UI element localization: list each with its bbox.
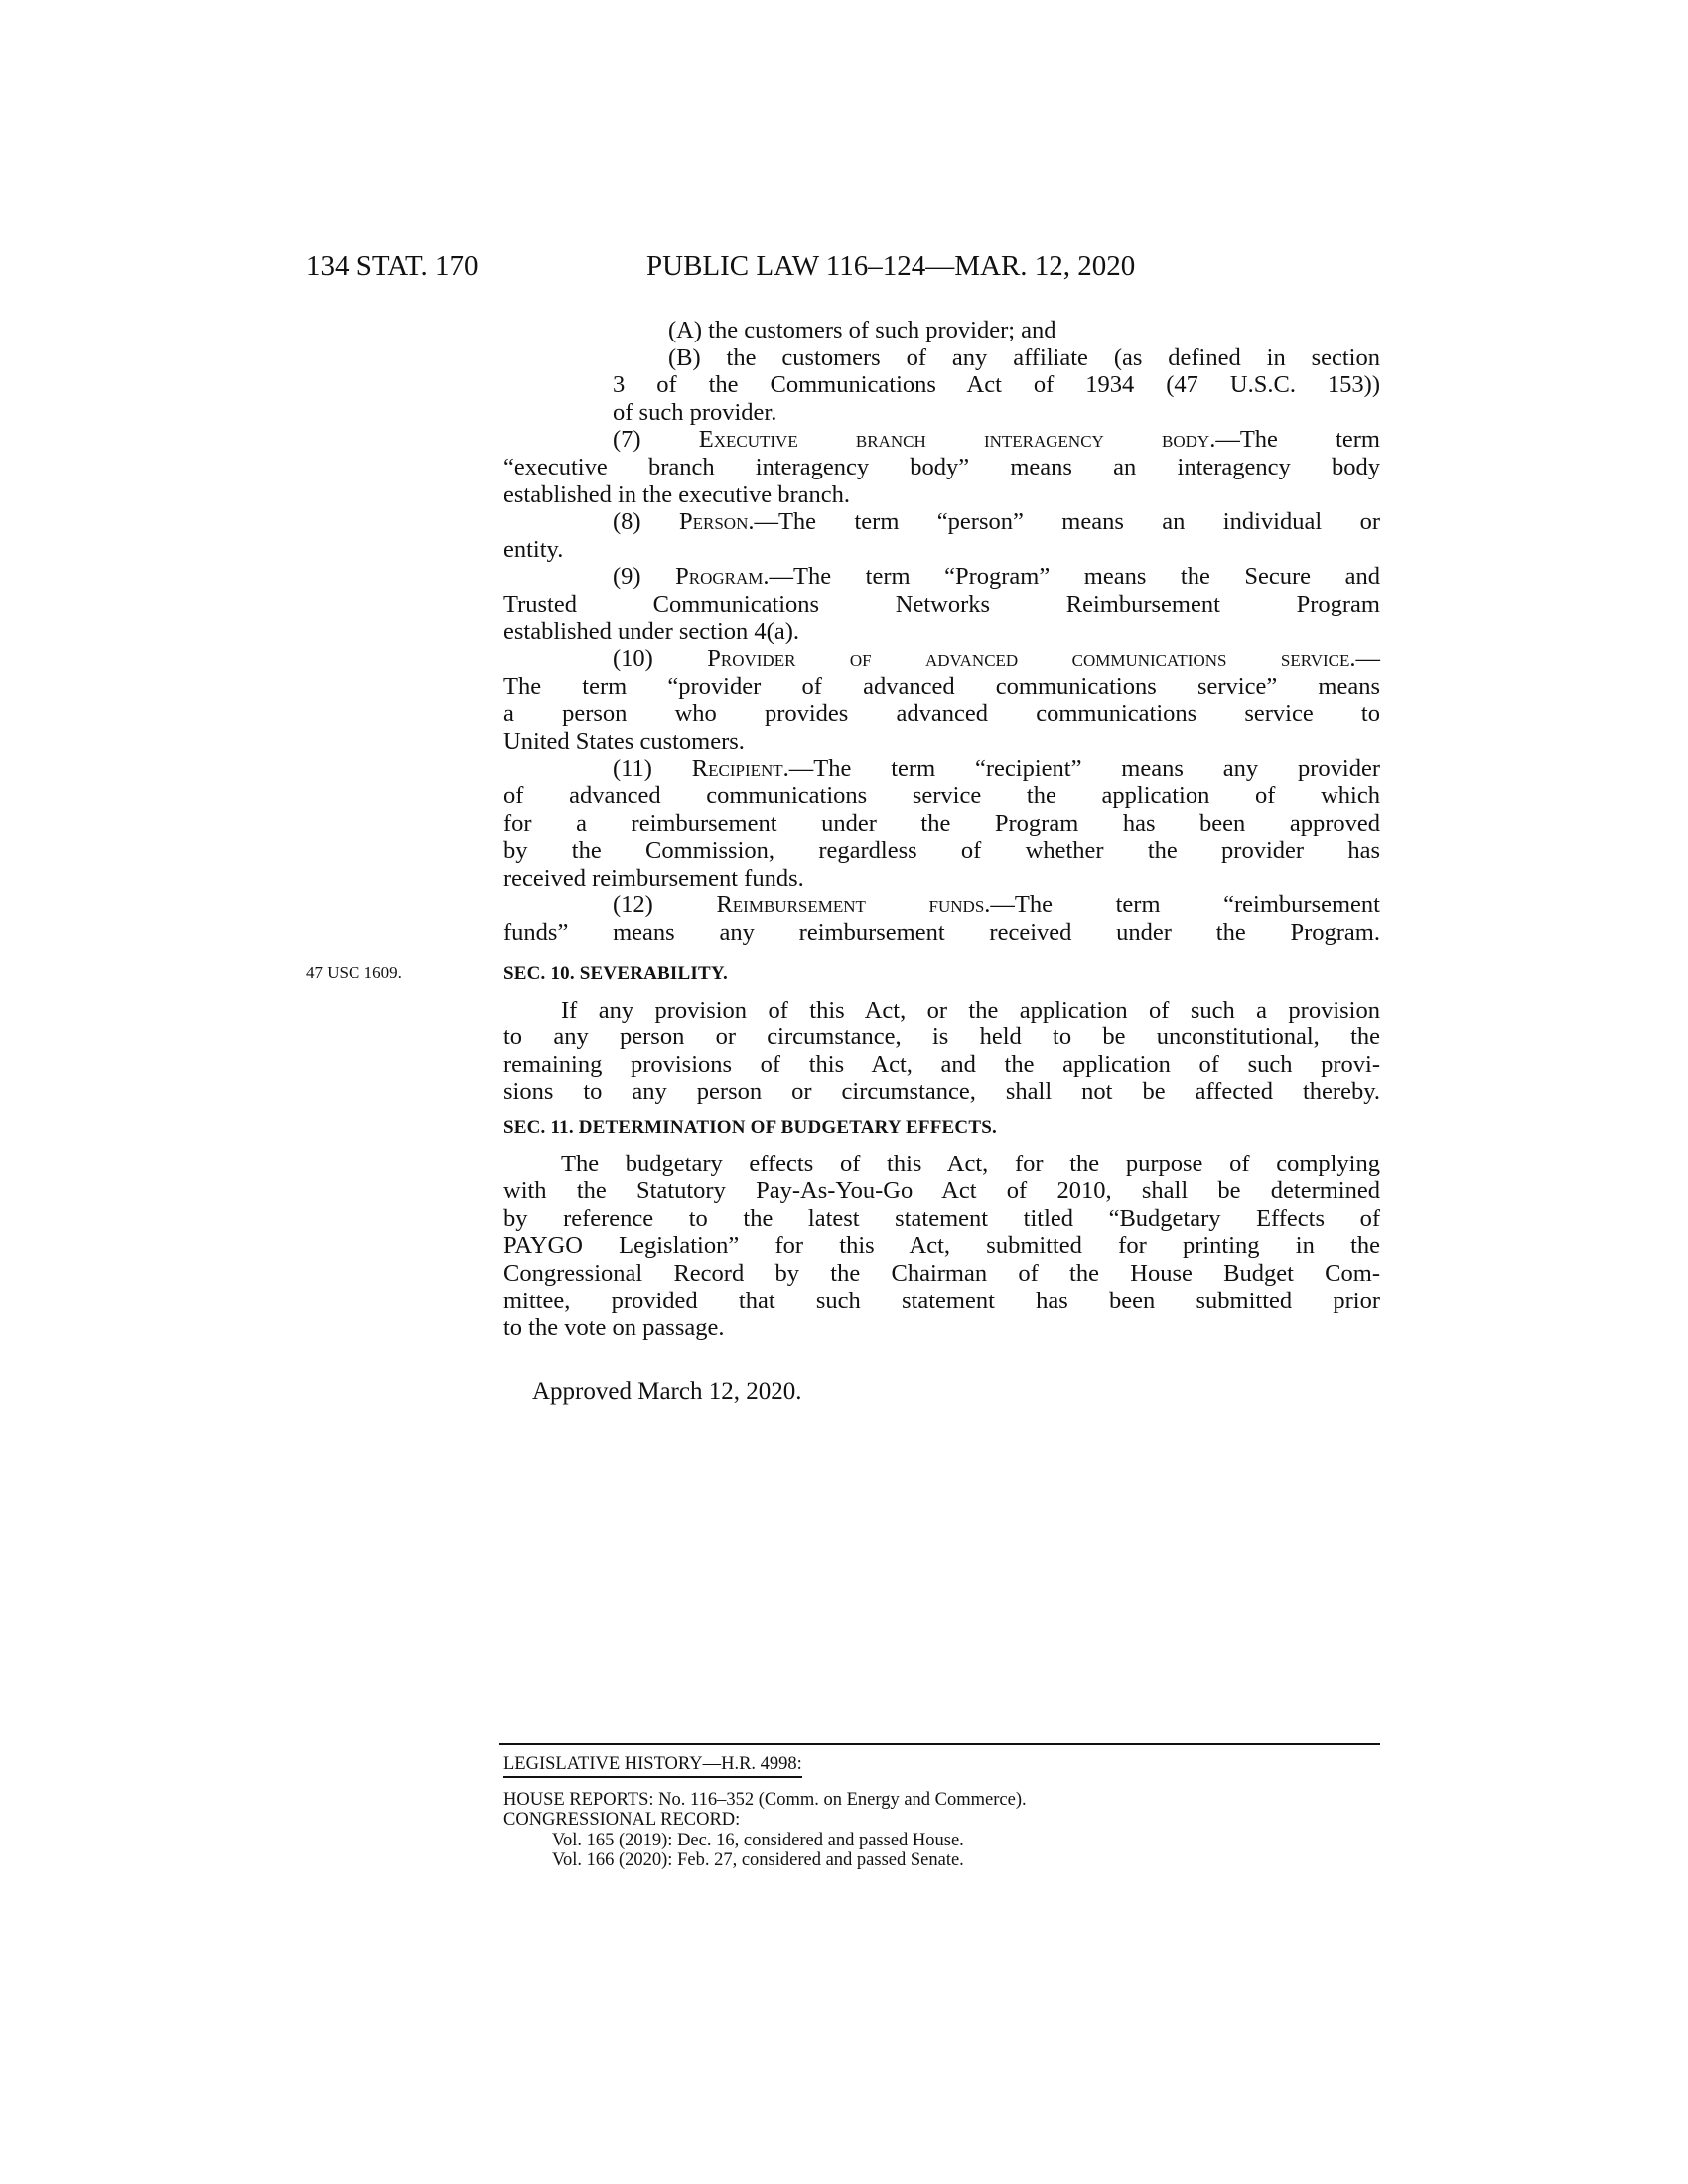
paragraph-line: The budgetary effects of this Act, for the purpose of complying xyxy=(561,1150,1380,1177)
definition-line xyxy=(503,563,1380,591)
line-text: of advanced communications service the application of which xyxy=(503,782,1380,810)
definition-line xyxy=(503,673,1380,701)
house-reports: HOUSE REPORTS: No. 116–352 (Comm. on Energy and Commerce). xyxy=(503,1790,1027,1810)
definitions-block xyxy=(503,317,1380,947)
definition-line xyxy=(503,891,1380,919)
paragraph-line: by reference to the latest statement titled “Budgetary Effects of xyxy=(503,1204,1380,1232)
footnote-rule xyxy=(499,1743,1380,1745)
page-reference: 134 STAT. 170 xyxy=(306,250,479,282)
definition-line xyxy=(503,591,1380,618)
defined-term: Reimbursement funds xyxy=(716,891,985,919)
section-11-heading: SEC. 11. DETERMINATION OF BUDGETARY EFFECTS. xyxy=(503,1117,997,1138)
definition-line xyxy=(503,837,1380,865)
line-text: by the Commission, regardless of whether the provider has xyxy=(503,837,1380,865)
line-text: “executive branch interagency body” means an interagency body xyxy=(503,453,1380,480)
definition-line xyxy=(503,426,1380,454)
definition-line xyxy=(503,919,1380,947)
line-text: for a reimbursement under the Program has been approved xyxy=(503,809,1380,837)
section-10 xyxy=(503,960,1380,1106)
paragraph-line: mittee, provided that such statement has been submitted prior xyxy=(503,1287,1380,1314)
line-text: United States customers. xyxy=(503,727,745,754)
definition-line xyxy=(503,481,1380,509)
paragraph-line: sions to any person or circumstance, shall not be affected thereby. xyxy=(503,1078,1380,1106)
definition-line xyxy=(503,700,1380,728)
paragraph-line: to the vote on passage. xyxy=(503,1314,725,1342)
definition-line xyxy=(503,536,1380,564)
definition-line xyxy=(503,755,1380,783)
line-text: a person who provides advanced communications service to xyxy=(503,700,1380,728)
page-title: PUBLIC LAW 116–124—MAR. 12, 2020 xyxy=(646,250,1136,282)
definition-line xyxy=(503,371,1380,399)
line-text: (9) xyxy=(613,563,676,591)
line-text: 3 of the Communications Act of 1934 (47 U.S.C. 153)) xyxy=(613,371,1380,399)
line-text: .—The term “person” means an individual or xyxy=(748,508,1380,536)
line-text: (7) xyxy=(613,426,699,454)
definition-line xyxy=(503,728,1380,755)
line-text: (B) the customers of any affiliate (as defined in section xyxy=(668,343,1380,371)
record-entry: Vol. 166 (2020): Feb. 27, considered and passed Senate. xyxy=(552,1850,964,1870)
line-text: received reimbursement funds. xyxy=(503,864,804,891)
line-text: .—The term “recipient” means any provider xyxy=(782,754,1380,782)
paragraph-line: with the Statutory Pay-As-You-Go Act of 2010, shall be determined xyxy=(503,1177,1380,1205)
line-text: entity. xyxy=(503,535,564,563)
defined-term: Program xyxy=(675,563,764,591)
definition-line xyxy=(503,782,1380,810)
congressional-record-label: CONGRESSIONAL RECORD: xyxy=(503,1810,741,1830)
line-text: of such provider. xyxy=(613,398,777,426)
paragraph-line: If any provision of this Act, or the application of such a provision xyxy=(561,996,1380,1024)
line-text: established in the executive branch. xyxy=(503,480,850,508)
line-text: funds” means any reimbursement received under the Program. xyxy=(503,919,1380,947)
defined-term: Executive branch interagency body xyxy=(698,426,1210,454)
definition-line xyxy=(503,344,1380,372)
definition-line xyxy=(503,645,1380,673)
section-11 xyxy=(503,1114,1380,1342)
line-text: established under section 4(a). xyxy=(503,617,799,645)
definition-line xyxy=(503,618,1380,646)
line-text: The term “provider of advanced communications service” means xyxy=(503,672,1380,700)
line-text: (12) xyxy=(613,891,717,919)
line-text: (11) xyxy=(613,754,692,782)
paragraph-line: to any person or circumstance, is held to be unconstitutional, the xyxy=(503,1024,1380,1051)
line-text: (8) xyxy=(613,508,679,536)
line-text: Trusted Communications Networks Reimbursement Program xyxy=(503,590,1380,617)
definition-line xyxy=(503,399,1380,427)
paragraph-line: Congressional Record by the Chairman of the House Budget Com- xyxy=(503,1259,1380,1287)
line-text: .—The term “reimbursement xyxy=(984,891,1380,919)
defined-term: Provider of advanced communications service xyxy=(707,645,1350,673)
line-text: .—The term “Program” means the Secure and xyxy=(763,563,1380,591)
line-text: .— xyxy=(1349,645,1380,673)
legislative-history-title: LEGISLATIVE HISTORY—H.R. 4998: xyxy=(503,1754,802,1778)
margin-note-usc: 47 USC 1609. xyxy=(306,963,402,982)
definition-line xyxy=(503,810,1380,838)
section-10-body xyxy=(503,997,1380,1106)
approved-date: Approved March 12, 2020. xyxy=(532,1378,802,1405)
section-11-body xyxy=(503,1151,1380,1342)
defined-term: Person xyxy=(678,508,749,536)
paragraph-line: remaining provisions of this Act, and the application of such provi- xyxy=(503,1050,1380,1078)
record-entry: Vol. 165 (2019): Dec. 16, considered and passed House. xyxy=(552,1831,964,1850)
section-10-heading: SEC. 10. SEVERABILITY. xyxy=(503,963,728,984)
definition-line xyxy=(503,508,1380,536)
line-text: (A) the customers of such provider; and xyxy=(668,317,1056,343)
definition-line xyxy=(503,317,1380,344)
line-text: (10) xyxy=(613,645,708,673)
defined-term: Recipient xyxy=(691,754,783,782)
line-text: .—The term xyxy=(1209,426,1380,454)
definition-line xyxy=(503,454,1380,481)
definition-line xyxy=(503,865,1380,892)
paragraph-line: PAYGO Legislation” for this Act, submitted for printing in the xyxy=(503,1232,1380,1260)
